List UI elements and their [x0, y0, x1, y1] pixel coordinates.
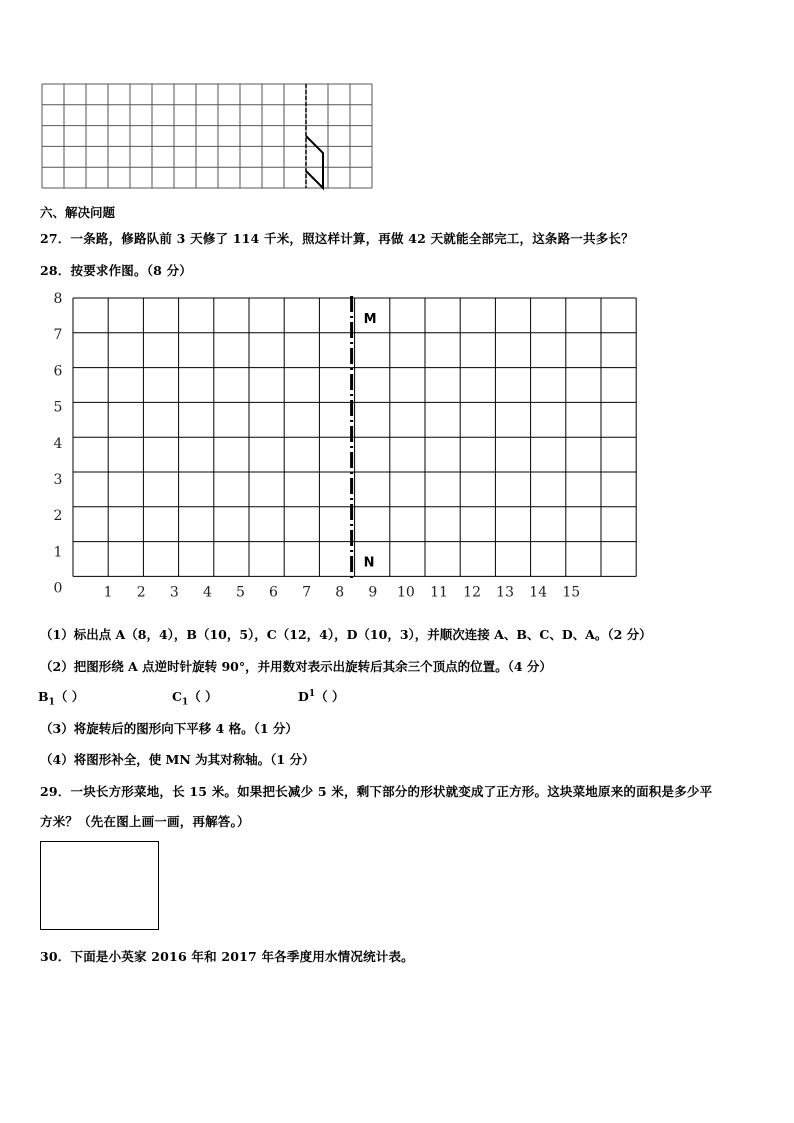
question-28-title: 28．按要求作图。（8 分）	[40, 263, 192, 278]
x-tick-label: 6	[269, 584, 278, 601]
vertex-c1-label: $C_1$	[172, 689, 189, 708]
axis-label-n: N	[363, 555, 375, 571]
y-tick-label: 3	[53, 472, 63, 488]
x-tick-label: 10	[396, 584, 415, 601]
question-30: 30．下面是小英家 2016 年和 2017 年各季度用水情况统计表。	[40, 949, 414, 964]
x-tick-label: 13	[496, 584, 515, 601]
question-28-part-2: （2）把图形绕 A 点逆时针旋转 90°，并用数对表示出旋转后其余三个顶点的位置。（4 分）	[40, 659, 552, 674]
vertex-d1-answer[interactable]: （ ）	[315, 689, 345, 704]
vertex-d1-label: $D^1$	[298, 688, 316, 704]
question-28-part-3: （3）将旋转后的图形向下平移 4 格。（1 分）	[40, 721, 298, 736]
question-27: 27．一条路，修路队前 3 天修了 114 千米，照这样计算，再做 42 天就能全部完工，这条路一共多长？	[40, 231, 634, 246]
x-tick-label: 9	[368, 584, 378, 601]
axis-label-m: M	[363, 312, 377, 327]
question-28-part-1: （1）标出点 A（8，4），B（10，5），C（12，4），D（10，3），并顺次连接 A、B、C、D、A。（2 分）	[40, 627, 652, 642]
x-tick-label: 4	[202, 584, 212, 601]
x-tick-label: 5	[235, 584, 245, 601]
section-title: 六、解决问题	[40, 205, 116, 220]
y-tick-label: 2	[53, 508, 63, 525]
x-tick-label: 1	[103, 584, 113, 601]
top-grid-half-shape	[306, 136, 323, 188]
vertex-b1-row	[38, 687, 84, 708]
question-29-line-2: 方米？（先在图上画一画，再解答。）	[40, 814, 250, 829]
top-grid-figure	[42, 84, 374, 189]
x-tick-label: 12	[463, 584, 482, 601]
drawing-box[interactable]	[40, 841, 159, 930]
x-tick-label: 2	[136, 584, 146, 601]
vertex-d1-row	[298, 687, 344, 705]
question-29-line-1: 29．一块长方形菜地，长 15 米。如果把长减少 5 米，剩下部分的形状就变成了正方形。这块菜地原来的面积是多少平	[40, 784, 713, 799]
x-tick-label: 15	[562, 584, 581, 601]
coordinate-grid	[40, 290, 660, 610]
x-tick-label: 7	[302, 584, 312, 601]
y-tick-label: 1	[53, 544, 63, 561]
y-tick-label: 4	[53, 435, 63, 452]
y-tick-label: 5	[53, 399, 63, 416]
y-tick-label: 0	[53, 580, 63, 597]
y-tick-label: 6	[53, 363, 63, 380]
vertex-c1-row	[172, 687, 218, 708]
vertex-c1-answer[interactable]: （ ）	[188, 689, 218, 704]
x-tick-label: 8	[335, 584, 345, 601]
x-tick-label: 14	[529, 584, 548, 601]
y-tick-label: 8	[53, 291, 63, 307]
x-tick-label: 3	[169, 584, 179, 601]
vertex-b1-answer[interactable]: （ ）	[54, 689, 85, 704]
y-tick-label: 7	[53, 327, 63, 344]
vertex-b1-label: $B_1$	[38, 689, 55, 708]
question-28-part-4: （4）将图形补全，使 MN 为其对称轴。（1 分）	[40, 752, 315, 767]
x-tick-label: 11	[430, 584, 448, 601]
